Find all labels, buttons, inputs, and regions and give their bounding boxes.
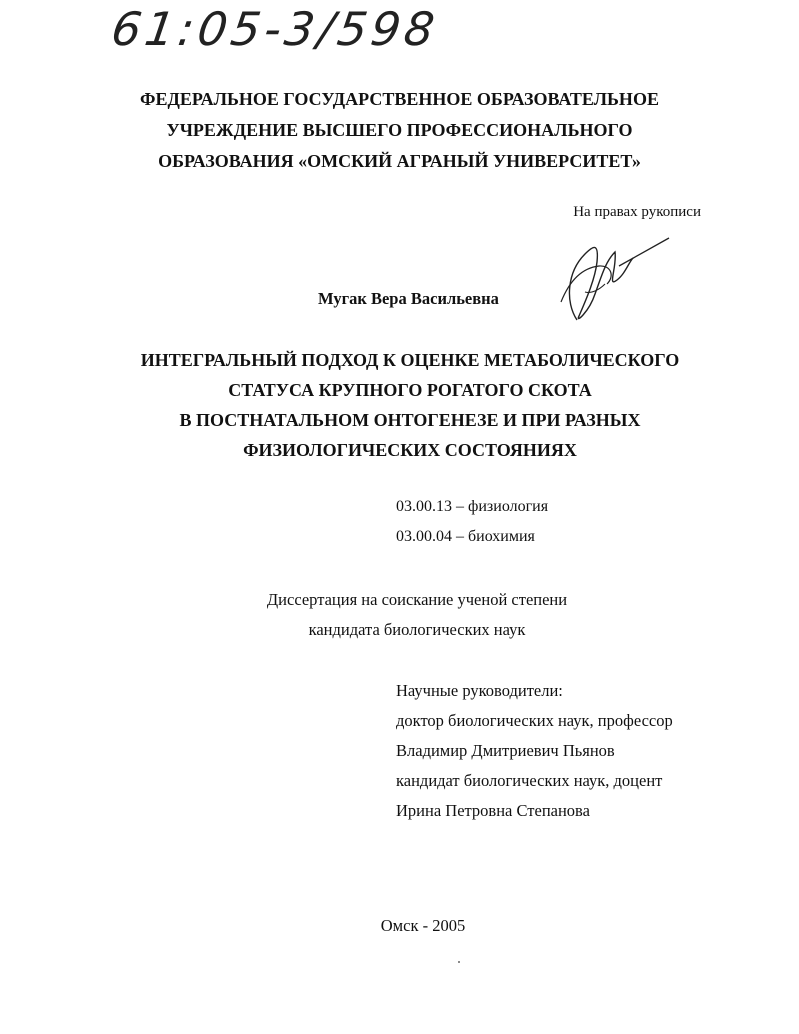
title-line: ИНТЕГРАЛЬНЫЙ ПОДХОД К ОЦЕНКЕ МЕТАБОЛИЧЕСКОГО <box>140 350 680 370</box>
institution-line: УЧРЕЖДЕНИЕ ВЫСШЕГО ПРОФЕССИОНАЛЬНОГО <box>166 120 633 140</box>
institution-line: ОБРАЗОВАНИЯ «ОМСКИЙ АГРАНЫЙ УНИВЕРСИТЕТ» <box>158 151 641 171</box>
handwritten-archive-number: 61:05-3/598 <box>108 2 442 56</box>
supervisor-line: Владимир Дмитриевич Пьянов <box>396 741 615 760</box>
institution-name <box>0 84 799 177</box>
specialty-biochemistry: 03.00.04 – биохимия <box>396 528 535 545</box>
institution-line: ФЕДЕРАЛЬНОЕ ГОСУДАРСТВЕННОЕ ОБРАЗОВАТЕЛЬНОЕ <box>140 89 659 109</box>
degree-statement <box>0 585 799 645</box>
signature-drawing <box>555 232 675 327</box>
specialty-physiology: 03.00.13 – физиология <box>396 498 549 515</box>
dissertation-title <box>0 345 799 465</box>
rights-note: На правах рукописи <box>573 204 701 220</box>
city-year: Омск - 2005 <box>380 916 466 935</box>
supervisors-heading: Научные руководители: <box>396 681 563 700</box>
signature <box>555 232 675 332</box>
supervisor-line: Ирина Петровна Степанова <box>396 801 590 820</box>
degree-line: Диссертация на соискание ученой степени <box>266 590 568 609</box>
supervisors-block <box>396 676 673 826</box>
title-line: ФИЗИОЛОГИЧЕСКИХ СОСТОЯНИЯХ <box>243 440 577 460</box>
supervisor-line: кандидат биологических наук, доцент <box>396 771 663 790</box>
degree-line: кандидата биологических наук <box>308 620 526 639</box>
author-name: Мугак Вера Васильевна <box>318 289 499 308</box>
title-line: СТАТУСА КРУПНОГО РОГАТОГО СКОТА <box>228 380 592 400</box>
title-line: В ПОСТНАТАЛЬНОМ ОНТОГЕНЕЗЕ И ПРИ РАЗНЫХ <box>179 410 641 430</box>
supervisor-line: доктор биологических наук, профессор <box>396 711 673 730</box>
scan-speck <box>458 961 460 963</box>
